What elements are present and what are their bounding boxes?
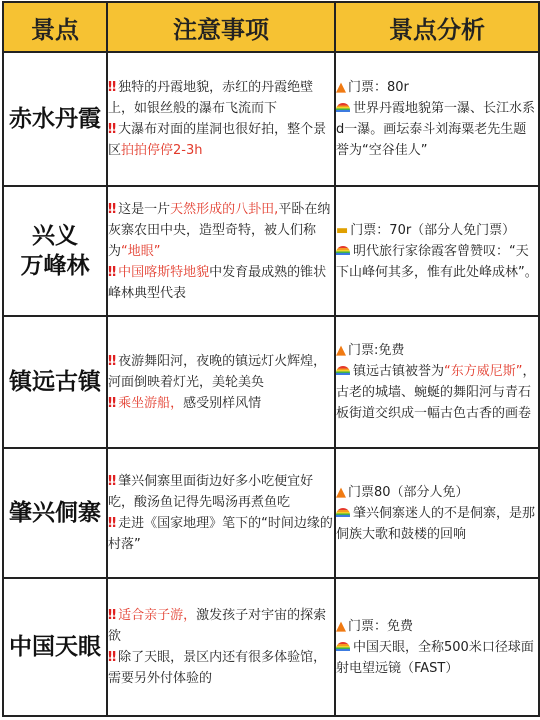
table-row <box>3 52 539 186</box>
note-text: 肇兴侗寨里面街边好多小吃便宜好吃，酸汤鱼记得先喝汤再煮鱼吃 <box>108 474 314 510</box>
analysis-item <box>336 361 538 424</box>
note-item <box>108 199 334 262</box>
header-row <box>3 2 539 52</box>
analysis-cell <box>335 186 539 316</box>
header-notes: 注意事项 <box>107 2 335 52</box>
rainbow-icon <box>336 508 350 517</box>
double-exclamation-icon: ‼ <box>108 395 117 411</box>
ticket-icon: ▬ <box>336 222 349 238</box>
note-text: 中发育最成熟的锥状峰林典型代表 <box>108 264 327 301</box>
spot-name: 镇远古镇 <box>9 369 101 395</box>
spot-name: 赤水丹霞 <box>9 106 101 132</box>
analysis-item <box>336 616 538 637</box>
table-row <box>3 316 539 448</box>
note-item <box>108 471 334 513</box>
notes-cell <box>107 316 335 448</box>
double-exclamation-icon: ‼ <box>108 122 117 137</box>
note-item <box>108 647 334 689</box>
note-item <box>108 77 334 119</box>
analysis-cell <box>335 52 539 186</box>
note-text: 感受别样风情 <box>183 395 262 411</box>
double-exclamation-icon: ‼ <box>108 80 117 95</box>
analysis-text: 门票:免费 <box>348 343 405 358</box>
table-row <box>3 186 539 316</box>
analysis-text: 门票：80r <box>348 80 409 95</box>
notes-cell <box>107 186 335 316</box>
spot-name: 肇兴侗寨 <box>9 500 101 526</box>
spot-name-cell <box>3 186 107 316</box>
rainbow-icon <box>336 642 350 651</box>
fire-icon: ▲ <box>336 484 346 500</box>
note-item <box>108 513 334 555</box>
note-text: 这是一片 <box>118 201 171 217</box>
analysis-text: 肇兴侗寨迷人的不是侗寨，是那侗族大歌和鼓楼的回响 <box>336 505 536 542</box>
double-exclamation-icon: ‼ <box>108 608 117 623</box>
note-text: 夜游舞阳河，夜晚的镇远灯火辉煌，河面倒映着灯光，美轮美奂 <box>108 353 327 390</box>
analysis-text: 世界丹霞地貌第一瀑、长江水系d一瀑。画坛泰斗刘海粟老先生题誉为“空谷佳人” <box>336 101 536 158</box>
note-text: 大瀑布对面的崖洞也很好拍，整个景区 <box>108 122 327 158</box>
highlight-text: 拍拍停停2-3h <box>121 143 203 158</box>
rainbow-icon <box>336 103 350 112</box>
analysis-item <box>336 241 538 283</box>
highlight-text: 乘坐游船， <box>118 395 184 411</box>
analysis-item <box>336 220 538 241</box>
analysis-cell <box>335 316 539 448</box>
note-item <box>108 262 334 304</box>
spot-name-cell <box>3 52 107 186</box>
highlight-text: 适合亲子游， <box>118 608 197 623</box>
double-exclamation-icon: ‼ <box>108 353 117 369</box>
spot-name: 中国天眼 <box>9 634 101 660</box>
analysis-text: ，古老的城墙、蜿蜒的舞阳河与青石板街道交织成一幅古色古香的画卷 <box>336 364 536 421</box>
note-text: 独特的丹霞地貌，赤红的丹霞绝壁上，如银丝般的瀑布飞流而下 <box>108 80 314 116</box>
spot-name-cell <box>3 316 107 448</box>
highlight-text: 天然形成的八卦田, <box>170 201 279 217</box>
spot-name-cell <box>3 578 107 716</box>
analysis-text: 门票80（部分人免） <box>348 484 469 500</box>
note-item <box>108 605 334 647</box>
header-analysis: 景点分析 <box>335 2 539 52</box>
analysis-text: 镇远古镇被誉为 <box>353 364 445 379</box>
spot-name: 兴义 <box>32 223 78 249</box>
notes-cell <box>107 52 335 186</box>
table-row <box>3 448 539 578</box>
analysis-item <box>336 98 538 161</box>
rainbow-icon <box>336 366 350 375</box>
header-spot: 景点 <box>3 2 107 52</box>
fire-icon: ▲ <box>336 80 346 95</box>
note-item <box>108 393 334 414</box>
highlight-text: 中国喀斯特地貌 <box>118 264 210 280</box>
note-text: 走进《国家地理》笔下的“时间边缘的村落” <box>108 516 333 552</box>
analysis-item <box>336 77 538 98</box>
fire-icon: ▲ <box>336 618 346 634</box>
note-item <box>108 119 334 161</box>
analysis-item <box>336 503 538 545</box>
spot-name-cell <box>3 448 107 578</box>
analysis-text: 明代旅行家徐霞客曾赞叹：“天下山峰何其多，惟有此处峰成林”。 <box>336 243 538 280</box>
note-text: 激发孩子对宇宙的探索欲 <box>108 608 327 644</box>
analysis-item <box>336 340 538 361</box>
notes-cell <box>107 578 335 716</box>
analysis-text: 门票：70r（部分人免门票） <box>350 222 516 238</box>
rainbow-icon <box>336 246 350 255</box>
analysis-cell <box>335 578 539 716</box>
highlight-text: “东方威尼斯” <box>444 364 523 379</box>
analysis-item <box>336 482 538 503</box>
double-exclamation-icon: ‼ <box>108 264 117 280</box>
note-text: 除了天眼，景区内还有很多体验馆，需要另外付体验的 <box>108 650 327 686</box>
double-exclamation-icon: ‼ <box>108 474 117 489</box>
table-row <box>3 578 539 716</box>
analysis-text: 门票：免费 <box>348 618 414 634</box>
double-exclamation-icon: ‼ <box>108 516 117 531</box>
notes-cell <box>107 448 335 578</box>
note-item <box>108 351 334 393</box>
highlight-text: “地眼” <box>121 243 161 259</box>
attractions-table <box>2 1 540 717</box>
spot-name: 万峰林 <box>20 253 90 279</box>
double-exclamation-icon: ‼ <box>108 201 117 217</box>
double-exclamation-icon: ‼ <box>108 650 117 665</box>
note-text: 平卧在纳灰寨农田中央，造型奇特，被人们称为 <box>108 201 331 259</box>
analysis-cell <box>335 448 539 578</box>
fire-icon: ▲ <box>336 343 346 358</box>
analysis-text: 中国天眼，全称500米口径球面射电望远镜（FAST） <box>336 639 534 676</box>
analysis-item <box>336 637 538 679</box>
